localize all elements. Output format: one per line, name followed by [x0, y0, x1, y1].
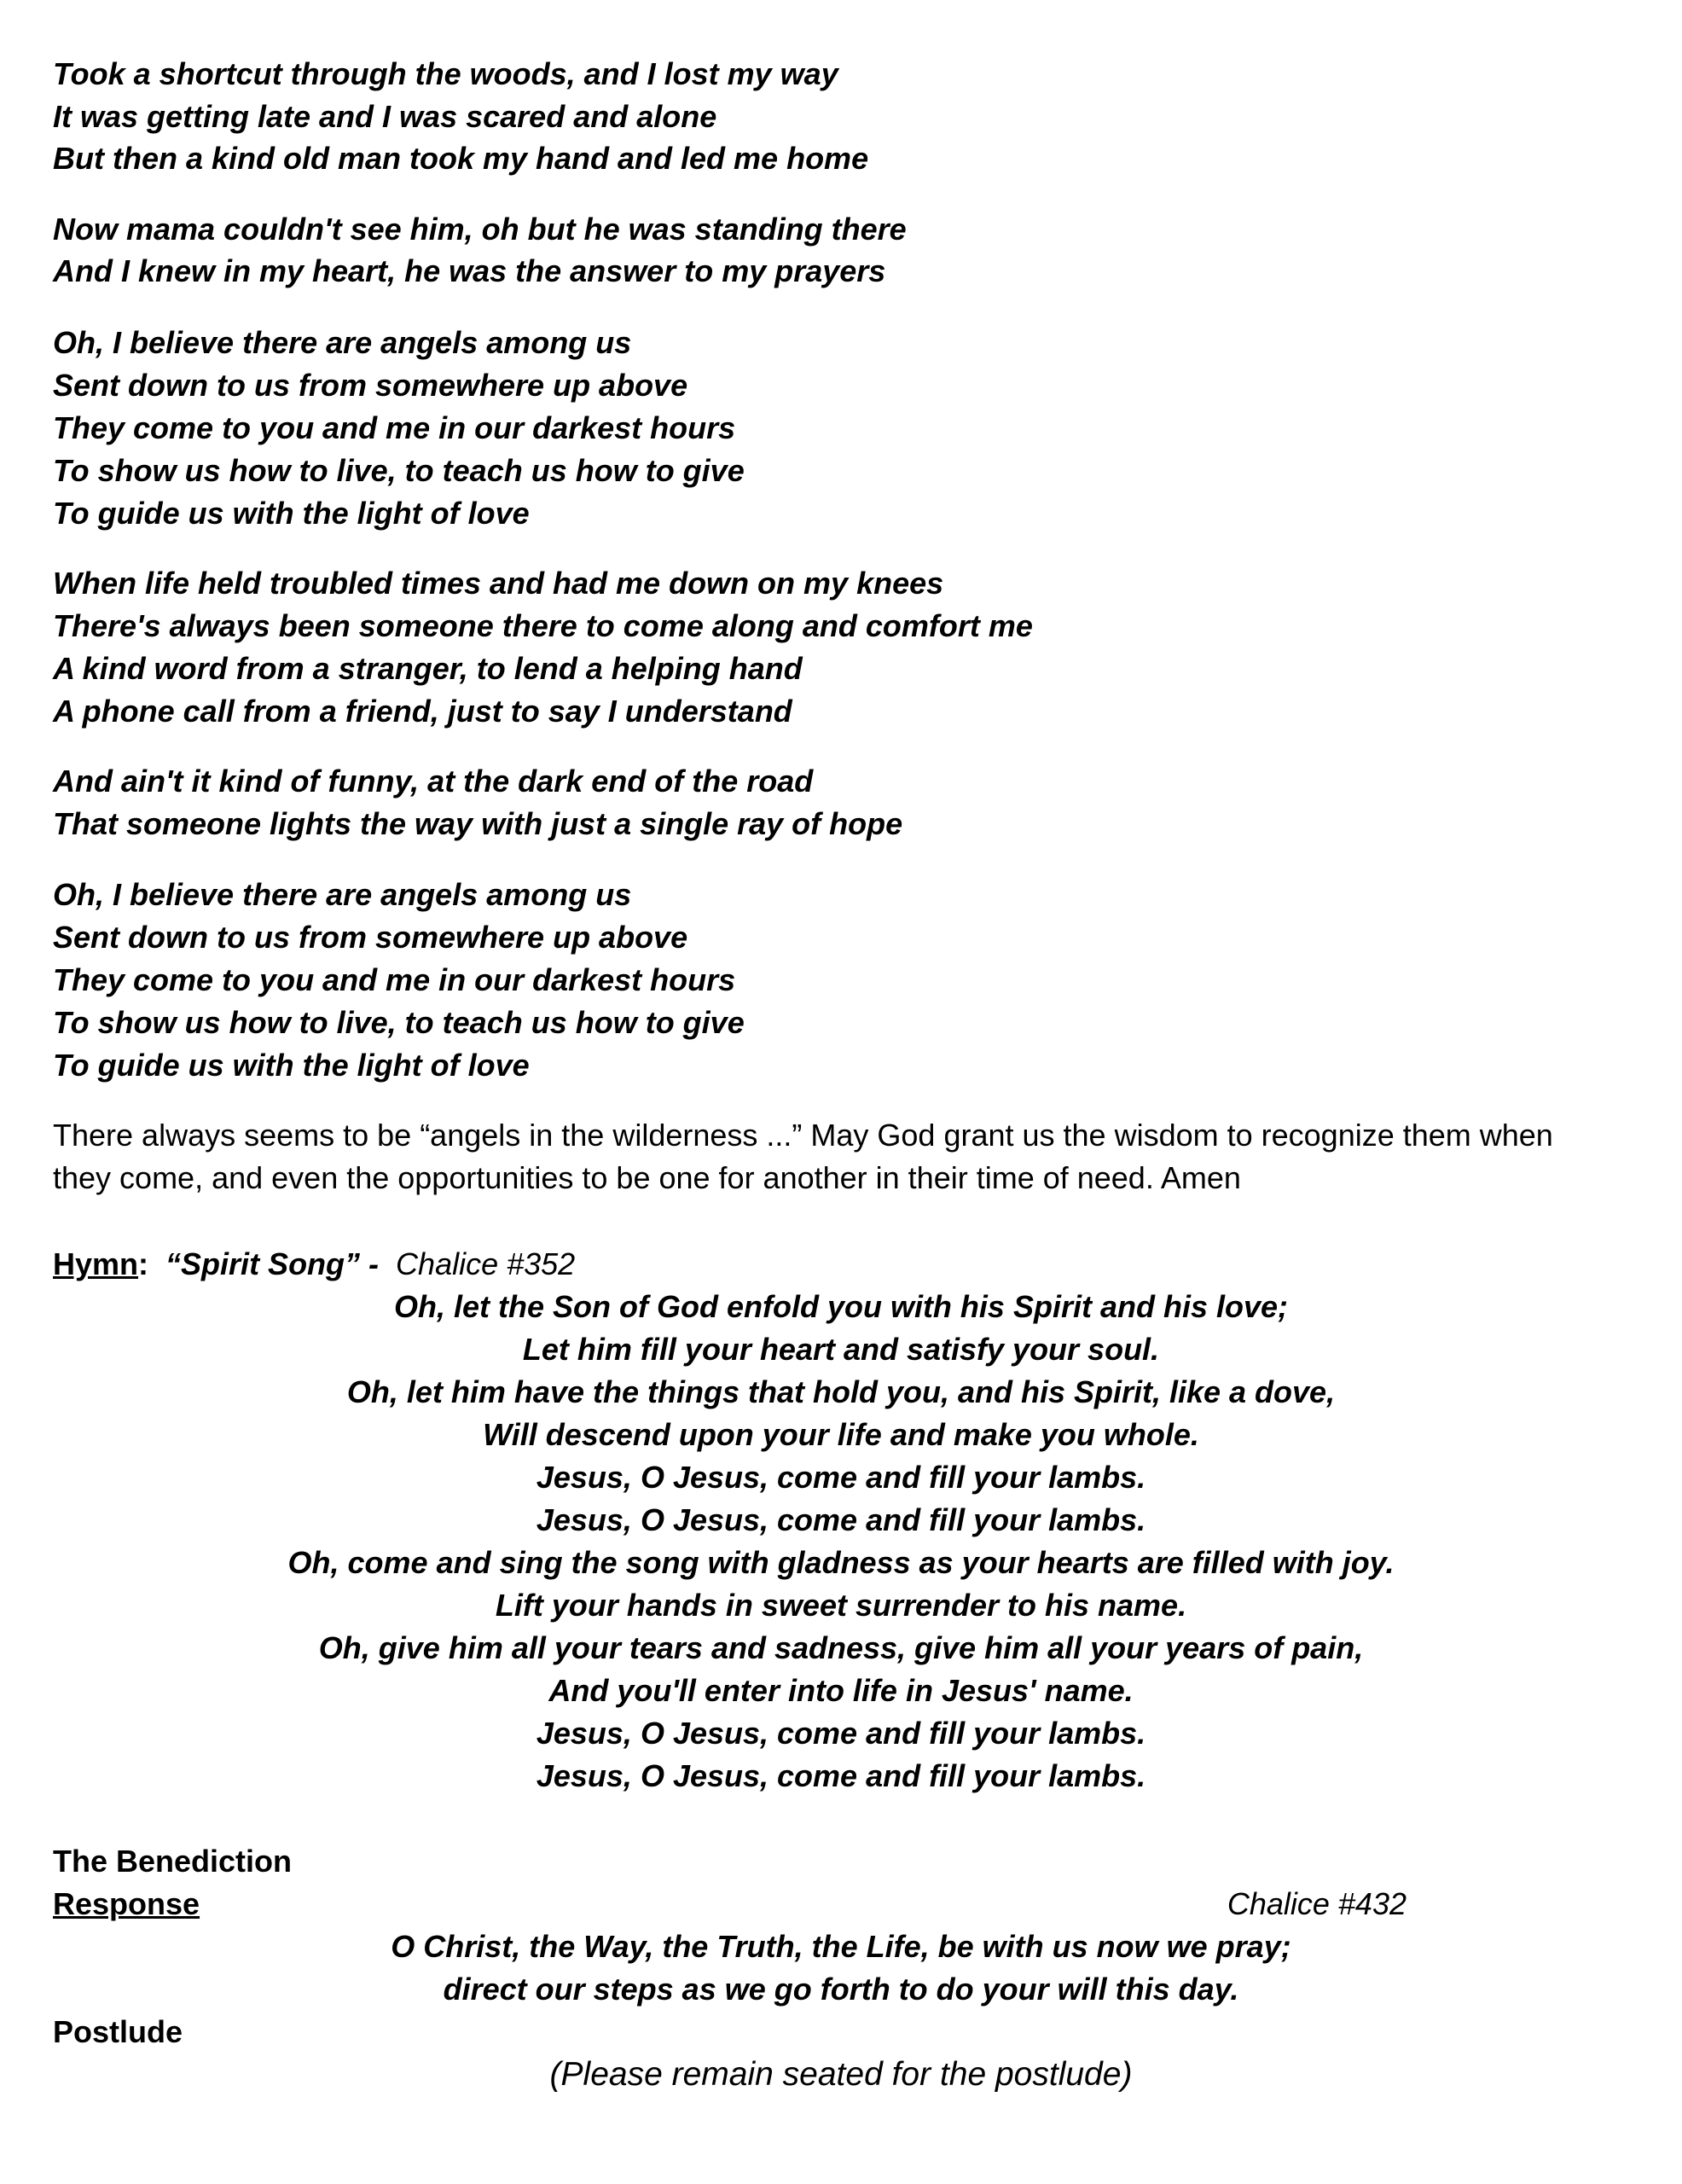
response-line: O Christ, the Way, the Truth, the Life, be with us now we pray; — [391, 1929, 1291, 1964]
lyric-line: When life held troubled times and had me down on my knees — [53, 566, 944, 601]
hymn-source: Chalice #352 — [396, 1246, 576, 1281]
lyric-line: Sent down to us from somewhere up above — [53, 368, 688, 403]
response-source: Chalice #432 — [1227, 1886, 1406, 1921]
postlude-note: (Please remain seated for the postlude) — [549, 2056, 1133, 2093]
lyric-line: And I knew in my heart, he was the answer to my prayers — [53, 253, 886, 288]
prose-line: There always seems to be “angels in the wilderness ...” May God grant us the wisdom to recognize them when — [53, 1118, 1553, 1153]
lyric-line: Oh, I believe there are angels among us — [53, 877, 632, 912]
response-line: direct our steps as we go forth to do your will this day. — [443, 1972, 1239, 2007]
lyric-line: That someone lights the way with just a single ray of hope — [53, 806, 903, 841]
lyric-line: To show us how to live, to teach us how to give — [53, 1005, 745, 1040]
hymn-line: Let him fill your heart and satisfy your soul. — [522, 1332, 1160, 1367]
lyric-line: There's always been someone there to come along and comfort me — [53, 608, 1033, 643]
hymn-label: Hymn — [53, 1246, 139, 1281]
lyric-line: It was getting late and I was scared and alone — [53, 99, 717, 134]
lyric-line: And ain't it kind of funny, at the dark end of the road — [53, 764, 814, 799]
lyric-line: A kind word from a stranger, to lend a helping hand — [53, 651, 803, 686]
postlude-heading: Postlude — [53, 2014, 183, 2049]
lyric-line: Sent down to us from somewhere up above — [53, 920, 688, 955]
hymn-line: Jesus, O Jesus, come and fill your lambs. — [536, 1502, 1146, 1537]
lyric-line: To guide us with the light of love — [53, 496, 530, 531]
lyric-line: Oh, I believe there are angels among us — [53, 325, 632, 360]
lyric-line: A phone call from a friend, just to say I understand — [53, 694, 792, 729]
hymn-colon: : — [138, 1246, 149, 1281]
hymn-line: Jesus, O Jesus, come and fill your lambs. — [536, 1716, 1146, 1751]
lyric-line: But then a kind old man took my hand and led me home — [53, 141, 869, 176]
hymn-line: Jesus, O Jesus, come and fill your lambs. — [536, 1460, 1146, 1495]
prose-line: they come, and even the opportunities to be one for another in their time of need. Amen — [53, 1160, 1241, 1195]
lyric-line: To guide us with the light of love — [53, 1048, 530, 1083]
response-heading: Response — [53, 1886, 200, 1921]
lyric-line: Took a shortcut through the woods, and I lost my way — [53, 56, 838, 91]
hymn-heading — [53, 1246, 576, 1281]
hymn-line: Oh, let the Son of God enfold you with his Spirit and his love; — [393, 1289, 1288, 1324]
lyric-line: They come to you and me in our darkest hours — [53, 410, 736, 445]
hymn-line: And you'll enter into life in Jesus' name. — [548, 1673, 1134, 1708]
hymn-line: Oh, come and sing the song with gladness as your hearts are filled with joy. — [287, 1545, 1395, 1580]
hymn-line: Oh, give him all your tears and sadness, give him all your years of pain, — [318, 1630, 1364, 1665]
hymn-line: Lift your hands in sweet surrender to his name. — [495, 1588, 1187, 1623]
benediction-heading: The Benediction — [53, 1844, 293, 1879]
hymn-title: “Spirit Song” - — [165, 1246, 380, 1281]
hymn-line: Jesus, O Jesus, come and fill your lambs. — [536, 1758, 1146, 1793]
lyric-line: To show us how to live, to teach us how to give — [53, 453, 745, 488]
lyric-line: Now mama couldn't see him, oh but he was standing there — [53, 212, 907, 247]
hymn-line: Oh, let him have the things that hold you, and his Spirit, like a dove, — [346, 1374, 1336, 1409]
hymn-line: Will descend upon your life and make you whole. — [483, 1417, 1199, 1452]
lyric-line: They come to you and me in our darkest hours — [53, 962, 736, 997]
